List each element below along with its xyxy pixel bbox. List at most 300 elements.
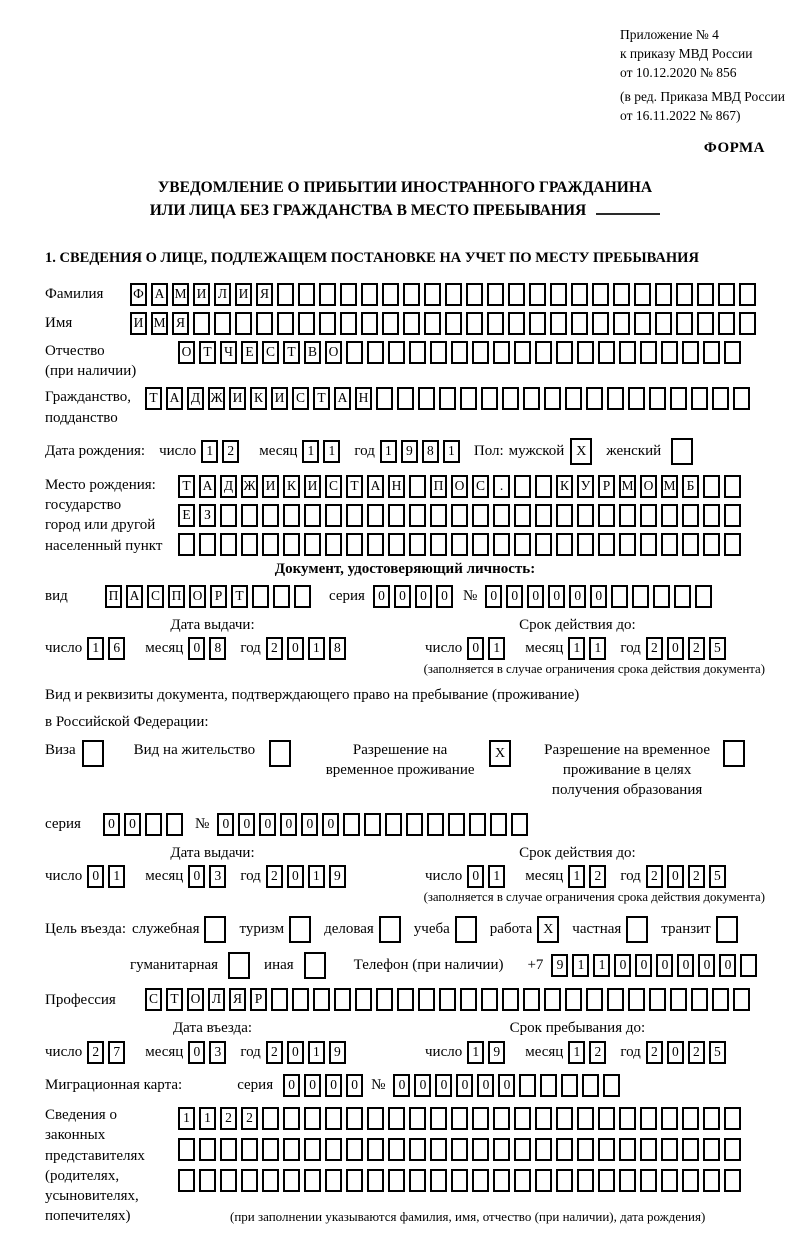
- char-cell[interactable]: 1: [589, 637, 606, 660]
- char-cell[interactable]: [460, 988, 477, 1011]
- char-cell[interactable]: [451, 1107, 468, 1130]
- char-cell[interactable]: 0: [373, 585, 390, 608]
- char-cell[interactable]: 2: [688, 865, 705, 888]
- char-cell[interactable]: [556, 504, 573, 527]
- char-cell[interactable]: [340, 283, 357, 306]
- char-cell[interactable]: [661, 1169, 678, 1192]
- char-cell[interactable]: 0: [667, 637, 684, 660]
- char-cell[interactable]: [448, 813, 465, 836]
- char-cell[interactable]: [199, 1138, 216, 1161]
- char-cell[interactable]: [451, 1138, 468, 1161]
- char-cell[interactable]: [451, 504, 468, 527]
- char-cell[interactable]: 0: [287, 865, 304, 888]
- char-cell[interactable]: 2: [266, 1041, 283, 1064]
- char-cell[interactable]: 2: [266, 637, 283, 660]
- char-cell[interactable]: [544, 387, 561, 410]
- char-cell[interactable]: А: [199, 475, 216, 498]
- char-cell[interactable]: Т: [145, 387, 162, 410]
- char-cell[interactable]: [598, 504, 615, 527]
- char-cell[interactable]: [397, 988, 414, 1011]
- char-cell[interactable]: [430, 504, 447, 527]
- char-cell[interactable]: 0: [698, 954, 715, 977]
- purpose-checkbox[interactable]: X: [537, 916, 559, 943]
- char-cell[interactable]: [619, 1169, 636, 1192]
- char-cell[interactable]: [367, 1107, 384, 1130]
- char-cell[interactable]: [439, 387, 456, 410]
- char-cell[interactable]: [325, 504, 342, 527]
- char-cell[interactable]: И: [304, 475, 321, 498]
- char-cell[interactable]: [571, 312, 588, 335]
- char-cell[interactable]: 1: [572, 954, 589, 977]
- char-cell[interactable]: [556, 1169, 573, 1192]
- char-cell[interactable]: 0: [304, 1074, 321, 1097]
- char-cell[interactable]: [472, 504, 489, 527]
- char-cell[interactable]: [724, 1169, 741, 1192]
- char-cell[interactable]: [634, 283, 651, 306]
- char-cell[interactable]: О: [451, 475, 468, 498]
- char-cell[interactable]: [451, 1169, 468, 1192]
- char-cell[interactable]: [670, 988, 687, 1011]
- char-cell[interactable]: [430, 341, 447, 364]
- char-cell[interactable]: 1: [568, 865, 585, 888]
- char-cell[interactable]: О: [187, 988, 204, 1011]
- char-cell[interactable]: [262, 533, 279, 556]
- char-cell[interactable]: [535, 533, 552, 556]
- char-cell[interactable]: У: [577, 475, 594, 498]
- temp-permit-checkbox[interactable]: X: [489, 740, 511, 767]
- char-cell[interactable]: [346, 1107, 363, 1130]
- char-cell[interactable]: [682, 1169, 699, 1192]
- char-cell[interactable]: [514, 475, 531, 498]
- char-cell[interactable]: 2: [87, 1041, 104, 1064]
- char-cell[interactable]: [598, 341, 615, 364]
- char-cell[interactable]: [592, 312, 609, 335]
- char-cell[interactable]: [451, 533, 468, 556]
- char-cell[interactable]: Л: [214, 283, 231, 306]
- char-cell[interactable]: [649, 387, 666, 410]
- char-cell[interactable]: [550, 312, 567, 335]
- char-cell[interactable]: О: [640, 475, 657, 498]
- char-cell[interactable]: [703, 533, 720, 556]
- char-cell[interactable]: [740, 954, 757, 977]
- char-cell[interactable]: [346, 1169, 363, 1192]
- char-cell[interactable]: [487, 312, 504, 335]
- char-cell[interactable]: [703, 504, 720, 527]
- char-cell[interactable]: [304, 504, 321, 527]
- char-cell[interactable]: [535, 1138, 552, 1161]
- residence-permit-checkbox[interactable]: [269, 740, 291, 767]
- char-cell[interactable]: [214, 312, 231, 335]
- char-cell[interactable]: [430, 1138, 447, 1161]
- char-cell[interactable]: [565, 387, 582, 410]
- purpose-checkbox[interactable]: [379, 916, 401, 943]
- char-cell[interactable]: [739, 283, 756, 306]
- char-cell[interactable]: 2: [241, 1107, 258, 1130]
- char-cell[interactable]: 2: [266, 865, 283, 888]
- char-cell[interactable]: [481, 988, 498, 1011]
- char-cell[interactable]: 0: [590, 585, 607, 608]
- char-cell[interactable]: [619, 504, 636, 527]
- char-cell[interactable]: С: [262, 341, 279, 364]
- char-cell[interactable]: [343, 813, 360, 836]
- char-cell[interactable]: 1: [323, 440, 340, 463]
- char-cell[interactable]: [535, 1107, 552, 1130]
- char-cell[interactable]: [733, 988, 750, 1011]
- char-cell[interactable]: [724, 341, 741, 364]
- char-cell[interactable]: 0: [498, 1074, 515, 1097]
- char-cell[interactable]: 0: [485, 585, 502, 608]
- char-cell[interactable]: [619, 1107, 636, 1130]
- char-cell[interactable]: Т: [166, 988, 183, 1011]
- char-cell[interactable]: [661, 533, 678, 556]
- char-cell[interactable]: [271, 988, 288, 1011]
- char-cell[interactable]: [292, 988, 309, 1011]
- char-cell[interactable]: [277, 312, 294, 335]
- char-cell[interactable]: [304, 1107, 321, 1130]
- char-cell[interactable]: С: [472, 475, 489, 498]
- purpose-checkbox[interactable]: [716, 916, 738, 943]
- char-cell[interactable]: [409, 475, 426, 498]
- char-cell[interactable]: 0: [614, 954, 631, 977]
- char-cell[interactable]: 0: [124, 813, 141, 836]
- char-cell[interactable]: 0: [346, 1074, 363, 1097]
- char-cell[interactable]: 0: [217, 813, 234, 836]
- char-cell[interactable]: [619, 1138, 636, 1161]
- char-cell[interactable]: 0: [436, 585, 453, 608]
- char-cell[interactable]: 2: [220, 1107, 237, 1130]
- char-cell[interactable]: [535, 504, 552, 527]
- char-cell[interactable]: [514, 1169, 531, 1192]
- char-cell[interactable]: [556, 1138, 573, 1161]
- char-cell[interactable]: 0: [322, 813, 339, 836]
- char-cell[interactable]: [682, 533, 699, 556]
- sex-male-checkbox[interactable]: X: [570, 438, 592, 465]
- char-cell[interactable]: [577, 1107, 594, 1130]
- char-cell[interactable]: [325, 1107, 342, 1130]
- char-cell[interactable]: [273, 585, 290, 608]
- char-cell[interactable]: [519, 1074, 536, 1097]
- char-cell[interactable]: [649, 988, 666, 1011]
- char-cell[interactable]: Н: [388, 475, 405, 498]
- char-cell[interactable]: Я: [229, 988, 246, 1011]
- char-cell[interactable]: О: [178, 341, 195, 364]
- char-cell[interactable]: Т: [346, 475, 363, 498]
- char-cell[interactable]: [361, 312, 378, 335]
- char-cell[interactable]: [472, 1138, 489, 1161]
- char-cell[interactable]: [277, 283, 294, 306]
- char-cell[interactable]: 8: [209, 637, 226, 660]
- char-cell[interactable]: Я: [256, 283, 273, 306]
- char-cell[interactable]: [256, 312, 273, 335]
- char-cell[interactable]: [409, 341, 426, 364]
- char-cell[interactable]: 1: [593, 954, 610, 977]
- char-cell[interactable]: [628, 988, 645, 1011]
- char-cell[interactable]: К: [250, 387, 267, 410]
- char-cell[interactable]: Е: [241, 341, 258, 364]
- char-cell[interactable]: [472, 533, 489, 556]
- char-cell[interactable]: [388, 341, 405, 364]
- char-cell[interactable]: [430, 533, 447, 556]
- char-cell[interactable]: [724, 475, 741, 498]
- char-cell[interactable]: Я: [172, 312, 189, 335]
- char-cell[interactable]: [724, 504, 741, 527]
- char-cell[interactable]: 6: [108, 637, 125, 660]
- char-cell[interactable]: [733, 387, 750, 410]
- char-cell[interactable]: [166, 813, 183, 836]
- char-cell[interactable]: 8: [422, 440, 439, 463]
- char-cell[interactable]: [472, 341, 489, 364]
- char-cell[interactable]: 1: [488, 865, 505, 888]
- char-cell[interactable]: 3: [209, 865, 226, 888]
- char-cell[interactable]: 0: [188, 637, 205, 660]
- char-cell[interactable]: [628, 387, 645, 410]
- char-cell[interactable]: Ж: [208, 387, 225, 410]
- char-cell[interactable]: [466, 312, 483, 335]
- char-cell[interactable]: .: [493, 475, 510, 498]
- char-cell[interactable]: [718, 312, 735, 335]
- char-cell[interactable]: [346, 341, 363, 364]
- char-cell[interactable]: 1: [568, 637, 585, 660]
- char-cell[interactable]: 2: [688, 637, 705, 660]
- char-cell[interactable]: [220, 1169, 237, 1192]
- char-cell[interactable]: Р: [250, 988, 267, 1011]
- char-cell[interactable]: [592, 283, 609, 306]
- char-cell[interactable]: 0: [506, 585, 523, 608]
- char-cell[interactable]: [691, 988, 708, 1011]
- char-cell[interactable]: [283, 1138, 300, 1161]
- char-cell[interactable]: [535, 475, 552, 498]
- char-cell[interactable]: [619, 533, 636, 556]
- visa-checkbox[interactable]: [82, 740, 104, 767]
- char-cell[interactable]: 1: [380, 440, 397, 463]
- char-cell[interactable]: [220, 533, 237, 556]
- char-cell[interactable]: [319, 283, 336, 306]
- char-cell[interactable]: [241, 1169, 258, 1192]
- char-cell[interactable]: М: [619, 475, 636, 498]
- char-cell[interactable]: [703, 1107, 720, 1130]
- char-cell[interactable]: [252, 585, 269, 608]
- char-cell[interactable]: 0: [635, 954, 652, 977]
- char-cell[interactable]: 9: [329, 1041, 346, 1064]
- char-cell[interactable]: [676, 283, 693, 306]
- char-cell[interactable]: [703, 341, 720, 364]
- char-cell[interactable]: [529, 312, 546, 335]
- char-cell[interactable]: [364, 813, 381, 836]
- char-cell[interactable]: П: [168, 585, 185, 608]
- char-cell[interactable]: 0: [415, 585, 432, 608]
- char-cell[interactable]: 9: [401, 440, 418, 463]
- char-cell[interactable]: [577, 1169, 594, 1192]
- char-cell[interactable]: [304, 1138, 321, 1161]
- char-cell[interactable]: 0: [287, 1041, 304, 1064]
- char-cell[interactable]: [556, 341, 573, 364]
- char-cell[interactable]: [540, 1074, 557, 1097]
- char-cell[interactable]: [561, 1074, 578, 1097]
- char-cell[interactable]: [493, 1107, 510, 1130]
- purpose-checkbox[interactable]: [455, 916, 477, 943]
- char-cell[interactable]: [493, 341, 510, 364]
- char-cell[interactable]: [718, 283, 735, 306]
- char-cell[interactable]: 1: [108, 865, 125, 888]
- char-cell[interactable]: [598, 1138, 615, 1161]
- char-cell[interactable]: [445, 283, 462, 306]
- char-cell[interactable]: [199, 533, 216, 556]
- char-cell[interactable]: [607, 988, 624, 1011]
- char-cell[interactable]: 2: [688, 1041, 705, 1064]
- purpose-checkbox[interactable]: [228, 952, 250, 979]
- char-cell[interactable]: 0: [467, 865, 484, 888]
- char-cell[interactable]: И: [130, 312, 147, 335]
- char-cell[interactable]: Д: [187, 387, 204, 410]
- char-cell[interactable]: [409, 1169, 426, 1192]
- char-cell[interactable]: [397, 387, 414, 410]
- char-cell[interactable]: К: [283, 475, 300, 498]
- char-cell[interactable]: П: [430, 475, 447, 498]
- char-cell[interactable]: [235, 312, 252, 335]
- char-cell[interactable]: [325, 1169, 342, 1192]
- char-cell[interactable]: [355, 988, 372, 1011]
- char-cell[interactable]: О: [325, 341, 342, 364]
- char-cell[interactable]: [346, 504, 363, 527]
- char-cell[interactable]: [472, 1169, 489, 1192]
- char-cell[interactable]: [691, 387, 708, 410]
- char-cell[interactable]: [571, 283, 588, 306]
- char-cell[interactable]: [481, 387, 498, 410]
- char-cell[interactable]: [382, 312, 399, 335]
- char-cell[interactable]: 1: [302, 440, 319, 463]
- char-cell[interactable]: [294, 585, 311, 608]
- char-cell[interactable]: А: [151, 283, 168, 306]
- char-cell[interactable]: 9: [488, 1041, 505, 1064]
- char-cell[interactable]: [283, 533, 300, 556]
- char-cell[interactable]: [451, 341, 468, 364]
- char-cell[interactable]: [424, 283, 441, 306]
- char-cell[interactable]: И: [271, 387, 288, 410]
- char-cell[interactable]: Е: [178, 504, 195, 527]
- char-cell[interactable]: [586, 387, 603, 410]
- char-cell[interactable]: К: [556, 475, 573, 498]
- char-cell[interactable]: [703, 1138, 720, 1161]
- char-cell[interactable]: [367, 504, 384, 527]
- char-cell[interactable]: 0: [719, 954, 736, 977]
- char-cell[interactable]: [577, 1138, 594, 1161]
- char-cell[interactable]: 2: [646, 637, 663, 660]
- char-cell[interactable]: [535, 341, 552, 364]
- char-cell[interactable]: [640, 533, 657, 556]
- char-cell[interactable]: С: [292, 387, 309, 410]
- char-cell[interactable]: 2: [646, 865, 663, 888]
- char-cell[interactable]: [653, 585, 670, 608]
- char-cell[interactable]: 1: [568, 1041, 585, 1064]
- char-cell[interactable]: Т: [231, 585, 248, 608]
- char-cell[interactable]: 0: [280, 813, 297, 836]
- char-cell[interactable]: [697, 283, 714, 306]
- char-cell[interactable]: 0: [287, 637, 304, 660]
- char-cell[interactable]: 2: [589, 865, 606, 888]
- char-cell[interactable]: Д: [220, 475, 237, 498]
- char-cell[interactable]: 1: [201, 440, 218, 463]
- char-cell[interactable]: [178, 1138, 195, 1161]
- char-cell[interactable]: [313, 988, 330, 1011]
- char-cell[interactable]: 0: [667, 865, 684, 888]
- char-cell[interactable]: [388, 504, 405, 527]
- char-cell[interactable]: [682, 1138, 699, 1161]
- char-cell[interactable]: [695, 585, 712, 608]
- char-cell[interactable]: 0: [103, 813, 120, 836]
- char-cell[interactable]: 7: [108, 1041, 125, 1064]
- char-cell[interactable]: 0: [477, 1074, 494, 1097]
- char-cell[interactable]: [178, 533, 195, 556]
- char-cell[interactable]: Ч: [220, 341, 237, 364]
- char-cell[interactable]: 1: [199, 1107, 216, 1130]
- char-cell[interactable]: [325, 1138, 342, 1161]
- char-cell[interactable]: 5: [709, 1041, 726, 1064]
- char-cell[interactable]: [523, 988, 540, 1011]
- char-cell[interactable]: 1: [178, 1107, 195, 1130]
- char-cell[interactable]: М: [172, 283, 189, 306]
- char-cell[interactable]: 0: [87, 865, 104, 888]
- char-cell[interactable]: [487, 283, 504, 306]
- char-cell[interactable]: 0: [283, 1074, 300, 1097]
- char-cell[interactable]: 0: [467, 637, 484, 660]
- char-cell[interactable]: Т: [313, 387, 330, 410]
- char-cell[interactable]: [582, 1074, 599, 1097]
- char-cell[interactable]: 2: [222, 440, 239, 463]
- char-cell[interactable]: 0: [667, 1041, 684, 1064]
- char-cell[interactable]: В: [304, 341, 321, 364]
- char-cell[interactable]: [529, 283, 546, 306]
- char-cell[interactable]: [577, 341, 594, 364]
- char-cell[interactable]: [145, 813, 162, 836]
- char-cell[interactable]: [661, 1138, 678, 1161]
- char-cell[interactable]: Л: [208, 988, 225, 1011]
- char-cell[interactable]: [493, 504, 510, 527]
- char-cell[interactable]: [493, 1169, 510, 1192]
- char-cell[interactable]: [490, 813, 507, 836]
- char-cell[interactable]: [367, 341, 384, 364]
- char-cell[interactable]: [493, 1138, 510, 1161]
- char-cell[interactable]: 0: [569, 585, 586, 608]
- char-cell[interactable]: [262, 1138, 279, 1161]
- char-cell[interactable]: [340, 312, 357, 335]
- char-cell[interactable]: [565, 988, 582, 1011]
- char-cell[interactable]: [712, 387, 729, 410]
- char-cell[interactable]: [674, 585, 691, 608]
- char-cell[interactable]: 1: [443, 440, 460, 463]
- char-cell[interactable]: [346, 1138, 363, 1161]
- char-cell[interactable]: 0: [238, 813, 255, 836]
- edu-permit-checkbox[interactable]: [723, 740, 745, 767]
- char-cell[interactable]: [682, 504, 699, 527]
- char-cell[interactable]: 5: [709, 865, 726, 888]
- char-cell[interactable]: [376, 387, 393, 410]
- char-cell[interactable]: [613, 283, 630, 306]
- char-cell[interactable]: [325, 533, 342, 556]
- char-cell[interactable]: [661, 341, 678, 364]
- char-cell[interactable]: [406, 813, 423, 836]
- char-cell[interactable]: 1: [87, 637, 104, 660]
- char-cell[interactable]: [199, 1169, 216, 1192]
- char-cell[interactable]: [514, 341, 531, 364]
- char-cell[interactable]: [367, 533, 384, 556]
- char-cell[interactable]: З: [199, 504, 216, 527]
- char-cell[interactable]: [514, 504, 531, 527]
- char-cell[interactable]: А: [367, 475, 384, 498]
- char-cell[interactable]: [424, 312, 441, 335]
- char-cell[interactable]: 5: [709, 637, 726, 660]
- char-cell[interactable]: [262, 504, 279, 527]
- purpose-checkbox[interactable]: [289, 916, 311, 943]
